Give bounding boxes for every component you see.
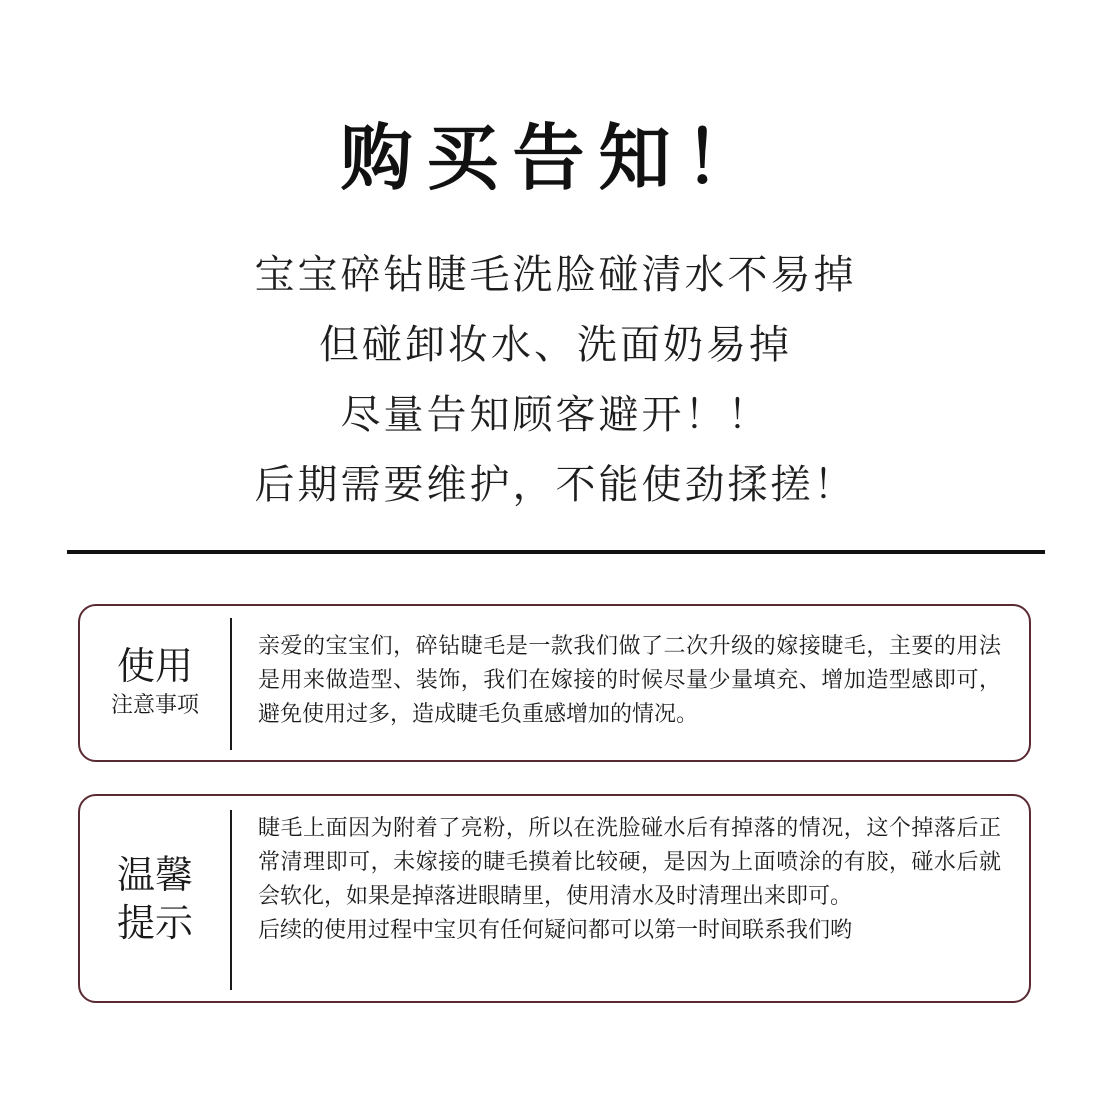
card-separator — [230, 618, 232, 750]
notice-line: 但碰卸妆水、洗面奶易掉 — [319, 322, 792, 368]
usage-label-main: 使用 — [116, 644, 193, 688]
card-paragraph: 后续的使用过程中宝贝有任何疑问都可以第一时间联系我们哟 — [258, 918, 853, 943]
card-paragraph: 睫毛上面因为附着了亮粉，所以在洗脸碰水后有掉落的情况，这个掉落后正常清理即可，未嫁接的睫毛摸着比较硬，是因为上面喷涂的有胶，碰水后就会软化，如果是掉落进眼睛里，使用清水及时清理出来即可。 — [258, 816, 1001, 909]
card-separator — [230, 810, 232, 990]
warm-tips-card — [78, 794, 1031, 1003]
page-title: 购买告知！ — [340, 115, 771, 200]
usage-notes-text — [258, 630, 1001, 732]
usage-notes-label — [80, 606, 230, 760]
warm-tips-text — [258, 812, 1001, 948]
notice-line: 尽量告知顾客避开！！ — [340, 392, 771, 438]
notice-line: 后期需要维护，不能使劲揉搓！ — [254, 462, 857, 508]
section-divider — [67, 550, 1045, 554]
warm-tips-label — [80, 796, 230, 1001]
usage-label-sub: 注意事项 — [110, 693, 199, 718]
card-paragraph: 亲爱的宝宝们，碎钻睫毛是一款我们做了二次升级的嫁接睫毛，主要的用法是用来做造型、装饰，我们在嫁接的时候尽量少量填充、增加造型感即可，避免使用过多，造成睫毛负重感增加的情况。 — [258, 634, 1001, 727]
usage-notes-card — [78, 604, 1031, 762]
notice-lines — [0, 240, 1111, 520]
tips-label-line1: 温馨 — [116, 852, 193, 897]
tips-label-line2: 提示 — [116, 900, 193, 945]
notice-line: 宝宝碎钻睫毛洗脸碰清水不易掉 — [254, 252, 857, 298]
